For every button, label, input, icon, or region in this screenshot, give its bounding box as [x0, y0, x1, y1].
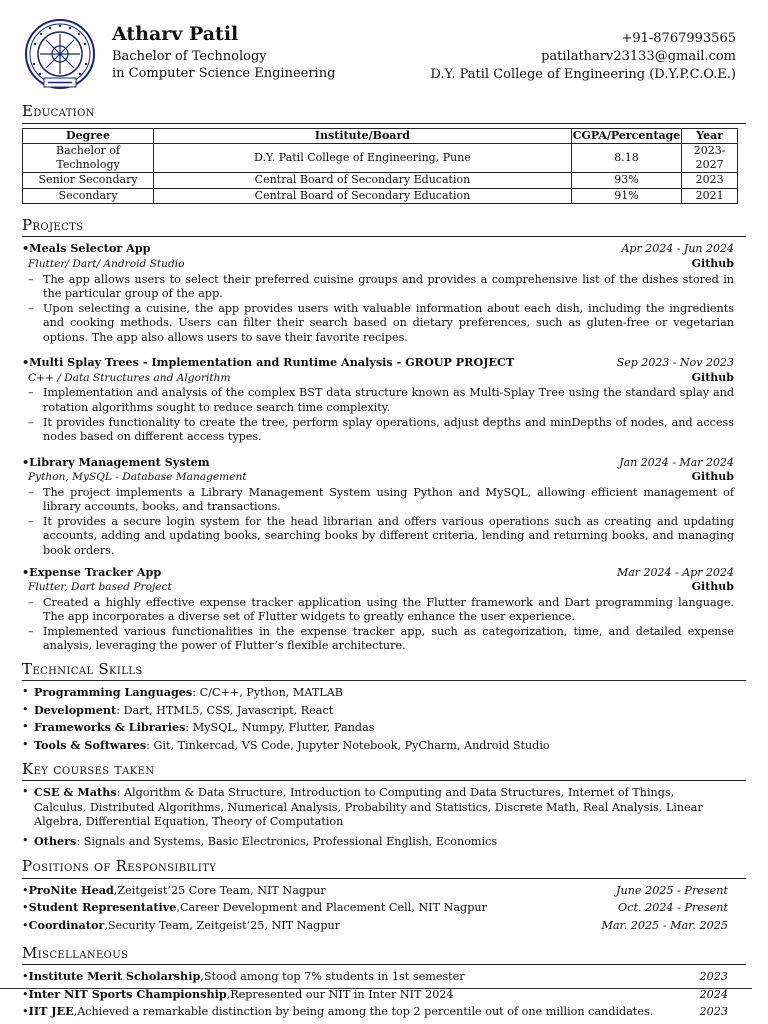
project-date: Mar 2024 - Apr 2024 [616, 565, 734, 579]
table-header-cell: CGPA/Percentage [572, 128, 681, 142]
project-tech: Flutter/ Dart/ Android Studio [28, 257, 185, 270]
misc-year: 2023 [699, 1005, 728, 1019]
table-cell: D.Y. Patil College of Engineering, Pune [154, 143, 572, 173]
education-table [22, 128, 738, 204]
table-cell: Central Board of Secondary Education [154, 173, 572, 188]
misc-detail: ,Represented our NIT in Inter NIT 2024 [226, 987, 454, 1001]
misc-year: 2023 [699, 970, 728, 984]
list-item: – It provides a secure login system for the head librarian and offers various operations such as creating and updating accounts, adding and updating books, searching books by different criteria, lending and returning books, and managing book orders. [28, 515, 746, 559]
project-entry [22, 565, 746, 654]
project-tech: Python, MySQL - Database Management [28, 470, 247, 483]
resume-page [22, 18, 746, 1022]
table-row [23, 173, 738, 188]
list-item: • Tools & Softwares: Git, Tinkercad, VS Code, Jupyter Notebook, PyCharm, Android Studio [22, 738, 746, 754]
misc-year: 2024 [699, 987, 728, 1001]
position-detail: ,Zeitgeist’25 Core Team, NIT Nagpur [113, 883, 326, 897]
education-heading: Education [22, 102, 746, 124]
header-contact [430, 30, 736, 84]
education-section [22, 102, 746, 204]
list-item: – The app allows users to select their preferred cuisine groups and provides a comprehensive list of the dishes stored in the particular group of the app. [28, 273, 746, 302]
positions-section [22, 857, 746, 933]
skills-heading: Technical Skills [22, 660, 746, 682]
skills-section [22, 660, 746, 754]
position-date: Oct. 2024 - Present [618, 901, 728, 915]
github-link[interactable]: Github [691, 256, 734, 270]
list-item: • Programming Languages: C/C++, Python, MATLAB [22, 685, 746, 701]
position-date: June 2025 - Present [616, 883, 728, 897]
misc-title: Inter NIT Sports Championship [28, 986, 227, 1001]
project-entry [22, 241, 746, 345]
position-role: Coordinator [28, 917, 105, 932]
page-bottom-divider [0, 988, 752, 989]
table-cell: Bachelor of Technology [23, 143, 154, 173]
list-item: – Upon selecting a cuisine, the app provides users with valuable information about each dish, including the ingredients and cooking methods. Users can filter their search based on dietary preferences, such as gluten-free or vegetarian options. The app also allows users to save their favorite recipes. [28, 302, 746, 346]
candidate-name: Atharv Patil [112, 23, 239, 45]
position-date: Mar. 2025 - Mar. 2025 [601, 918, 728, 932]
table-cell: 8.18 [571, 143, 682, 173]
list-item: • CSE & Maths: Algorithm & Data Structure, Introduction to Computing and Data Structures, Internet of Things, Calculus, Distributed Algorithms, Numerical Analysis, Probability and Statistics, Discrete Math, Real Analysis, Linear Algebra, Differential Equation, Theory of Computation [22, 785, 746, 830]
position-detail: ,Security Team, Zeitgeist’25, NIT Nagpur [104, 918, 341, 932]
position-role: Student Representative [28, 900, 177, 915]
projects-section [22, 216, 746, 654]
project-date: Apr 2024 - Jun 2024 [621, 242, 734, 256]
positions-heading: Positions of Responsibility [22, 857, 746, 879]
project-title: •Multi Splay Trees - Implementation and Runtime Analysis - GROUP PROJECT [22, 355, 515, 370]
position-row: •Student Representative,Career Development and Placement Cell, NIT Nagpur Oct. 2024 - Present [22, 900, 728, 915]
misc-row: •Institute Merit Scholarship,Stood among top 7% students in 1st semester 2023 [22, 969, 728, 984]
projects-heading: Projects [22, 216, 746, 238]
list-item: – The project implements a Library Management System using Python and MySQL, allowing efficient management of library accounts, books, and transactions. [28, 486, 746, 515]
position-row: •Coordinator,Security Team, Zeitgeist’25, NIT Nagpur Mar. 2025 - Mar. 2025 [22, 917, 728, 932]
list-item: • Development: Dart, HTML5, CSS, Javascript, React [22, 703, 746, 719]
github-link[interactable]: Github [691, 469, 734, 483]
table-header-cell: Year [682, 128, 738, 143]
misc-section [22, 944, 746, 1020]
misc-detail: ,Stood among top 7% students in 1st semester [200, 970, 465, 984]
github-link[interactable]: Github [691, 579, 734, 593]
table-cell: 2021 [682, 188, 738, 203]
table-cell: Central Board of Secondary Education [154, 188, 572, 203]
table-row [23, 188, 738, 203]
list-item: – Implemented various functionalities in the expense tracker app, such as categorization, time, and detailed expense analysis, leveraging the power of Flutter’s flexible architecture. [28, 625, 746, 654]
email-link[interactable]: patilatharv23133@gmail.com [541, 48, 736, 64]
project-entry [22, 355, 746, 444]
misc-row: •Inter NIT Sports Championship,Represented our NIT in Inter NIT 2024 2024 [22, 986, 728, 1001]
project-date: Sep 2023 - Nov 2023 [616, 356, 734, 370]
institute-seal-icon [22, 18, 98, 92]
table-header-cell: Institute/Board [154, 128, 572, 143]
college-name: D.Y. Patil College of Engineering (D.Y.P.C.O.E.) [430, 66, 736, 82]
table-header-cell: Degree [23, 128, 154, 143]
project-title: •Library Management System [22, 454, 210, 469]
misc-title: Institute Merit Scholarship [28, 969, 201, 984]
courses-heading: Key courses taken [22, 760, 746, 782]
table-cell: 91% [571, 188, 682, 203]
misc-title: IIT JEE [28, 1004, 74, 1019]
list-item: • Others: Signals and Systems, Basic Electronics, Professional English, Economics [22, 834, 746, 850]
list-item: – Created a highly effective expense tracker application using the Flutter framework and Dart programming language. The app incorporates a diverse set of Flutter widgets to greatly enhance the user experience. [28, 596, 746, 625]
table-cell: Senior Secondary [23, 173, 154, 188]
table-row [23, 143, 738, 173]
position-detail: ,Career Development and Placement Cell, NIT Nagpur [176, 901, 487, 915]
misc-detail: ,Achieved a remarkable distinction by being among the top 2 percentile out of one million candidates. [73, 1005, 654, 1019]
list-item: – It provides functionality to create the tree, perform splay operations, adjust depths and minDepths of nodes, and access nodes based on different access types. [28, 416, 746, 445]
table-cell: 2023 [682, 173, 738, 188]
project-title: •Expense Tracker App [22, 564, 162, 579]
list-item: • Frameworks & Libraries: MySQL, Numpy, Flutter, Pandas [22, 720, 746, 736]
table-cell: 93% [571, 173, 682, 188]
resume-header [22, 18, 746, 88]
misc-heading: Miscellaneous [22, 944, 746, 966]
courses-section [22, 760, 746, 850]
list-item: – Implementation and analysis of the complex BST data structure known as Multi-Splay Tree using the standard splay and rotation algorithms sought to reduce search time complexity. [28, 386, 746, 415]
degree-line-1: Bachelor of Technology [112, 48, 267, 64]
misc-row: •IIT JEE,Achieved a remarkable distinction by being among the top 2 percentile out of one million candidates. 2023 [22, 1004, 728, 1019]
phone-number[interactable]: +91-8767993565 [621, 31, 736, 46]
table-cell: 2023-2027 [682, 143, 738, 173]
project-entry [22, 455, 746, 559]
project-tech: Flutter, Dart based Project [28, 580, 172, 593]
header-identity [112, 24, 335, 83]
position-role: ProNite Head [28, 882, 114, 897]
table-cell: Secondary [23, 188, 154, 203]
project-date: Jan 2024 - Mar 2024 [619, 455, 734, 469]
table-header-row [23, 128, 738, 143]
degree-line-2: in Computer Science Engineering [112, 66, 336, 82]
project-tech: C++ / Data Structures and Algorithm [28, 371, 231, 384]
github-link[interactable]: Github [691, 370, 734, 384]
project-title: •Meals Selector App [22, 241, 151, 256]
position-row: •ProNite Head,Zeitgeist’25 Core Team, NIT Nagpur June 2025 - Present [22, 882, 728, 897]
